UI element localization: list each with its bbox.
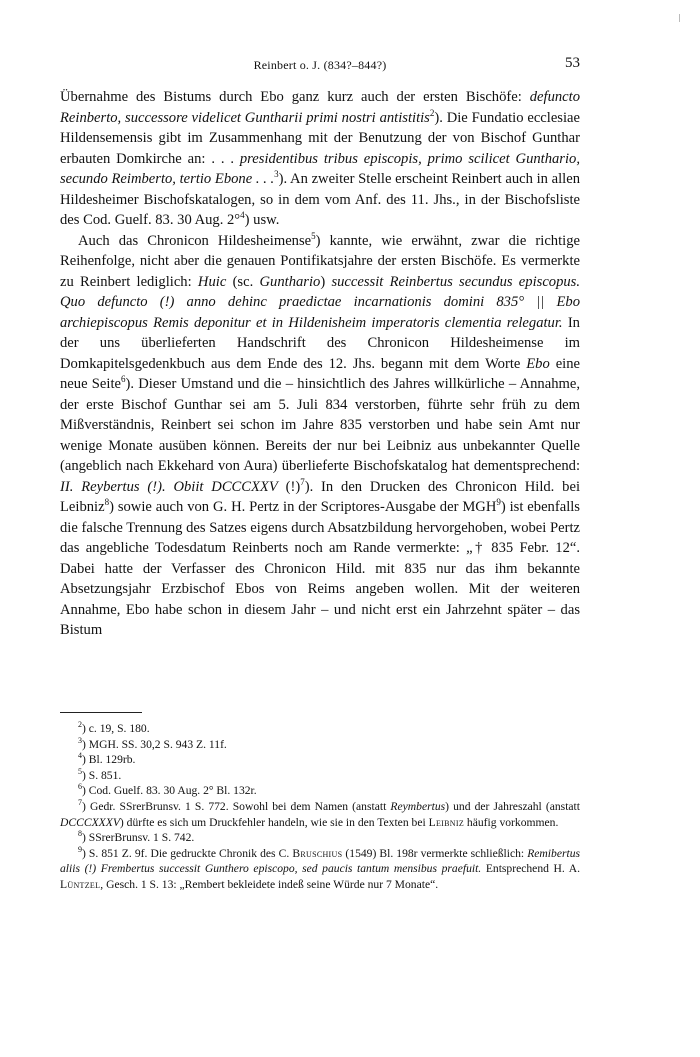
footnote-italic: Reymbertus [390,799,446,813]
author-name: Bruschius [292,846,343,860]
author-name: Lüntzel [60,877,101,891]
footnote-number: 7 [78,798,82,808]
text-run: eine neue Seite [60,355,580,392]
footnote-number: 5 [78,766,82,776]
footnote-text: ) SSrerBrunsv. 1 S. 742. [82,831,195,845]
text-run: In der uns überlieferten Handschrift des Chronicon Hildesheimense im Domkapitelsgedenkbuch aus dem Ende des 12. Jhs. begann mit dem Worte [60,314,580,372]
footnote-text: ) Gedr. SSrerBrunsv. 1 S. 772. Sowohl bei dem Namen (anstatt [82,799,387,813]
footnote-text: ) MGH. SS. 30,2 S. 943 Z. 11f. [82,737,227,751]
footnote-number: 4 [78,751,82,761]
footnote-ref[interactable]: 2 [429,107,435,118]
footnote-italic: Remibertus aliis (!) Frembertus successit Gunthero episcopo, sed paucis tantum mensibus praefuit. [60,846,581,876]
footnote-ref[interactable]: 6 [120,374,126,385]
footnote-text: ) Bl. 129rb. [82,753,136,767]
footnote-ref[interactable]: 8 [104,497,110,508]
footnote-divider [60,712,142,713]
text-run: ). Dieser Umstand und die – hinsichtlich des Jahres willkürliche – Annahme, der erste Bischof Gunthar sei am 5. Juli 834 verstorben, führte sehr früh zu dem Mißverständnis, Reinbert sei schon im Jahre 835 verstorben und habe sein Amt nur wenige Monate ausüben können. Bereits der nur bei Leibniz aus unbekannter Quelle (angeblich nach Ekkehard von Aura) überlieferte Bischofskatalog hat dementsprechend: [60,376,580,474]
footnote-text: , Gesch. 1 S. 13: „Rembert bekleidete indeß seine Würde nur 7 Monate“. [100,877,439,891]
latin-quote: defuncto Reinberto, successore videlicet Guntharii primi nostri antistitis [60,89,580,126]
text-run: ) [320,273,326,290]
footnote-number: 2 [78,720,82,730]
footnote-ref[interactable]: 7 [300,476,305,487]
footnote-number: 8 [78,829,82,839]
footnote-number: 9 [78,844,82,854]
paragraph-1 [60,87,580,231]
footnote-text: Entsprechend H. A. [485,862,581,876]
text-run: ). In den Drucken des Chronicon Hild. bei Leibniz [60,478,580,515]
latin-quote: II. Reybertus (!). Obiit DCCCXXV [60,478,278,495]
text-run: ) usw. [244,212,280,228]
paragraph-2 [60,231,580,641]
page-header [60,55,580,77]
footnote-italic: DCCCXXXV [60,815,120,829]
text-run: ) kannte, wie erwähnt, zwar die richtige Reihenfolge, nicht aber die genauen Pontifikatsjahre der ersten Bischöfe. Es vermerkte zu Reinbert lediglich: [60,232,580,290]
text-run: (sc. [232,273,254,290]
footnote-text: ) und der Jahreszahl (anstatt [445,799,581,813]
footnote-text: (1549) Bl. 198r vermerkte schließlich: [345,846,525,860]
text-run: Auch das Chronicon Hildesheimense [78,232,312,249]
footnote-ref[interactable]: 9 [496,497,501,508]
footnote [60,783,580,799]
footnote-ref[interactable]: 3 [274,169,279,180]
footnote [60,768,580,784]
corner-mark [679,14,680,22]
footnote-ref[interactable]: 4 [240,210,245,221]
text-run: Übernahme des Bistums durch Ebo ganz kurz auch der ersten Bischöfe: [60,89,522,105]
footnote-ref[interactable]: 5 [311,230,316,241]
footnote [60,752,580,768]
text-run: ). Die Fundatio ecclesiae Hildensemensis gibt im Zusammenhang mit der Benutzung der von Bischof Gunthar erbauten Domkirche an: . . . [60,109,580,167]
footnote [60,830,580,846]
text-run: ). An zweiter Stelle erscheint Reinbert auch in allen Hildesheimer Bischofskatalogen, so in dem vom Anf. des 11. Jhs., in der Bischofsliste des Cod. Guelf. 83. 30 Aug. 2° [60,171,580,228]
footnote [60,737,580,753]
footnotes [60,721,580,893]
text-run: (!) [285,478,301,495]
latin-quote: presidentibus tribus episcopis, primo scilicet Gunthario, secundo Reimberto, tertio Ebone . . . [60,150,580,187]
footnote-text: ) S. 851. [82,768,122,782]
footnote [60,846,580,893]
footnote-text: ) dürfte es sich um Druckfehler handeln, wie sie in den Texten bei [119,815,426,829]
latin-quote: Ebo [526,355,550,372]
footnote-text: ) c. 19, S. 180. [82,722,150,735]
page-number: 53 [565,55,580,71]
body-text [60,87,580,641]
text-run: ) sowie auch von G. H. Pertz in der Scriptores-Ausgabe der MGH [109,499,497,515]
running-title: Reinbert o. J. (834?–844?) [253,58,387,72]
footnote [60,799,580,830]
footnote [60,721,580,737]
latin-quote: Gunthario [259,273,321,290]
footnote-number: 3 [78,735,82,745]
footnote-text: ) S. 851 Z. 9f. Die gedruckte Chronik des C. [82,846,290,860]
footnote-text: ) Cod. Guelf. 83. 30 Aug. 2° Bl. 132r. [82,784,257,798]
text-run: ) ist ebenfalls die falsche Trennung des Satzes eigens durch Absatzbildung hervorgehoben, wobei Pertz das angebliche Todesdatum Reinberts noch am Rande vermerkte: „† 835 Febr. 12“. Dabei hatte der Verfasser des Chronicon Hild. mit 835 nur das ihm bekannte Absetzungsjahr Erzbischof Ebos von Reims angeben wollen. Mit der weiteren Annahme, Ebo habe schon in diesem Jahr – und nicht erst ein Jahrzehnt später – das Bistum [60,499,580,638]
footnote-text: häufig vorkommen. [466,815,559,829]
latin-quote: successit Reinbertus secundus episcopus. Quo defuncto (!) anno dehinc praedictae incarnationis domini 835° || Ebo archiepiscopus Remis deponitur et in Hildenisheim imperatoris clementia relegatur. [60,273,581,331]
latin-quote: Huic [197,273,227,290]
footnote-number: 6 [78,782,82,792]
author-name: Leibniz [428,815,465,829]
